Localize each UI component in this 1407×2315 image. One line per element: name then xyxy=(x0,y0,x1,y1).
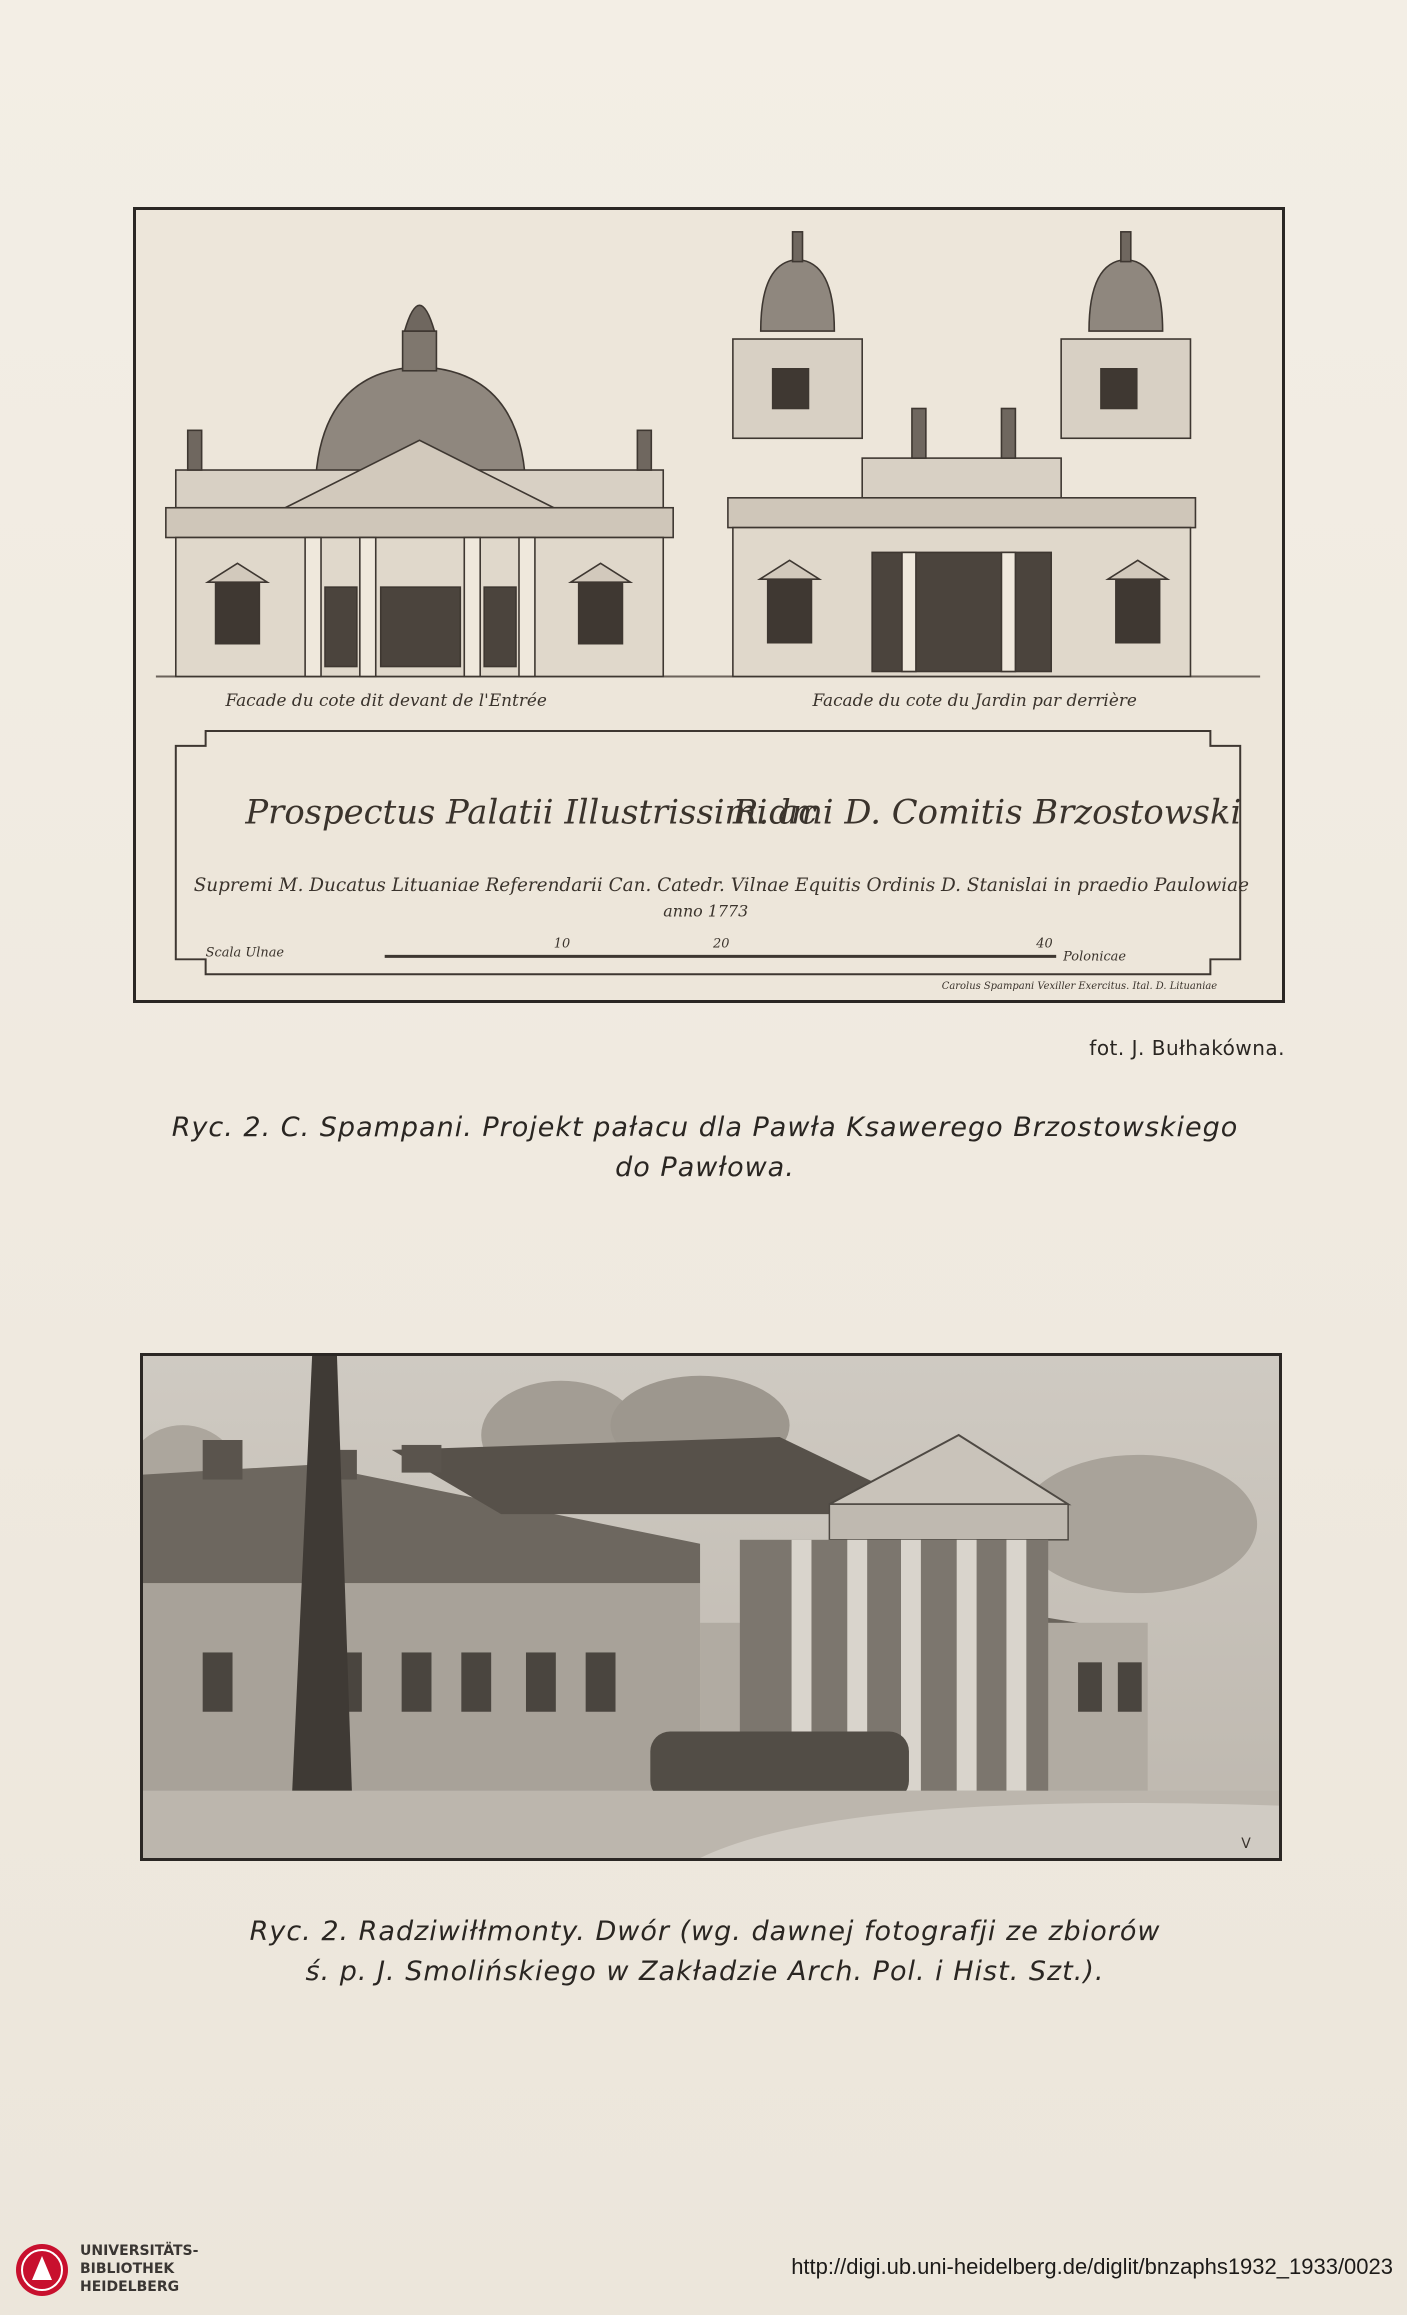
cartouche-year: anno 1773 xyxy=(663,901,749,921)
footer xyxy=(0,2228,1407,2315)
cartouche-title-right: R.dmi D. Comitis Brzostowski xyxy=(732,792,1242,832)
right-facade-label: Facade du cote du Jardin par derrière xyxy=(812,690,1137,711)
library-name-line-1: UNIVERSITÄTS- xyxy=(80,2243,199,2259)
artist-monogram: V xyxy=(1241,1836,1251,1853)
left-facade-label: Facade du cote dit devant de l'Entrée xyxy=(225,690,547,711)
scale-left-label: Scala Ulnae xyxy=(205,945,285,961)
source-url-link[interactable]: http://digi.ub.uni-heidelberg.de/diglit/bnzaphs1932_1933/0023 xyxy=(791,2254,1393,2279)
library-name-line-3: HEIDELBERG xyxy=(80,2279,180,2295)
caption-figure-2 xyxy=(150,1912,1260,1992)
library-name xyxy=(80,2242,198,2296)
heidelberg-seal-icon xyxy=(14,2240,70,2300)
engraving-drawing xyxy=(136,210,1282,1000)
engraver-signature: Carolus Spampani Vexiller Exercitus. Ital. D. Lituaniae xyxy=(941,981,1218,993)
photo-credit: fot. J. Bułhakówna. xyxy=(1089,1036,1285,1060)
caption-2-line-1: Ryc. 2. Radziwiłłmonty. Dwór (wg. dawnej fotografji ze zbiorów xyxy=(249,1916,1161,1947)
scale-20-label: 20 xyxy=(712,936,730,952)
scale-40-label: 40 xyxy=(1036,936,1053,952)
caption-2-line-2: ś. p. J. Smolińskiego w Zakładzie Arch. Pol. i Hist. Szt.). xyxy=(305,1956,1105,1987)
library-name-line-2: BIBLIOTHEK xyxy=(80,2261,175,2277)
cartouche-title-left: Prospectus Palatii Illustrissimi ac xyxy=(245,792,818,832)
scale-10-label: 10 xyxy=(553,936,571,952)
manor-house-drawing xyxy=(143,1356,1279,1858)
scale-right-label: Polonicae xyxy=(1063,949,1127,965)
cartouche-subtitle: Supremi M. Ducatus Lituaniae Referendarii Can. Catedr. Vilnae Equitis Ordinis D. Stanislai in praedio Paulowiae xyxy=(193,874,1249,896)
engraving-figure xyxy=(133,207,1285,1003)
caption-1-line-1: Ryc. 2. C. Spampani. Projekt pałacu dla Pawła Ksawerego Brzostowskiego xyxy=(171,1112,1239,1143)
caption-figure-1 xyxy=(150,1108,1260,1188)
manor-house-figure xyxy=(140,1353,1282,1861)
caption-1-line-2: do Pawłowa. xyxy=(615,1152,795,1183)
